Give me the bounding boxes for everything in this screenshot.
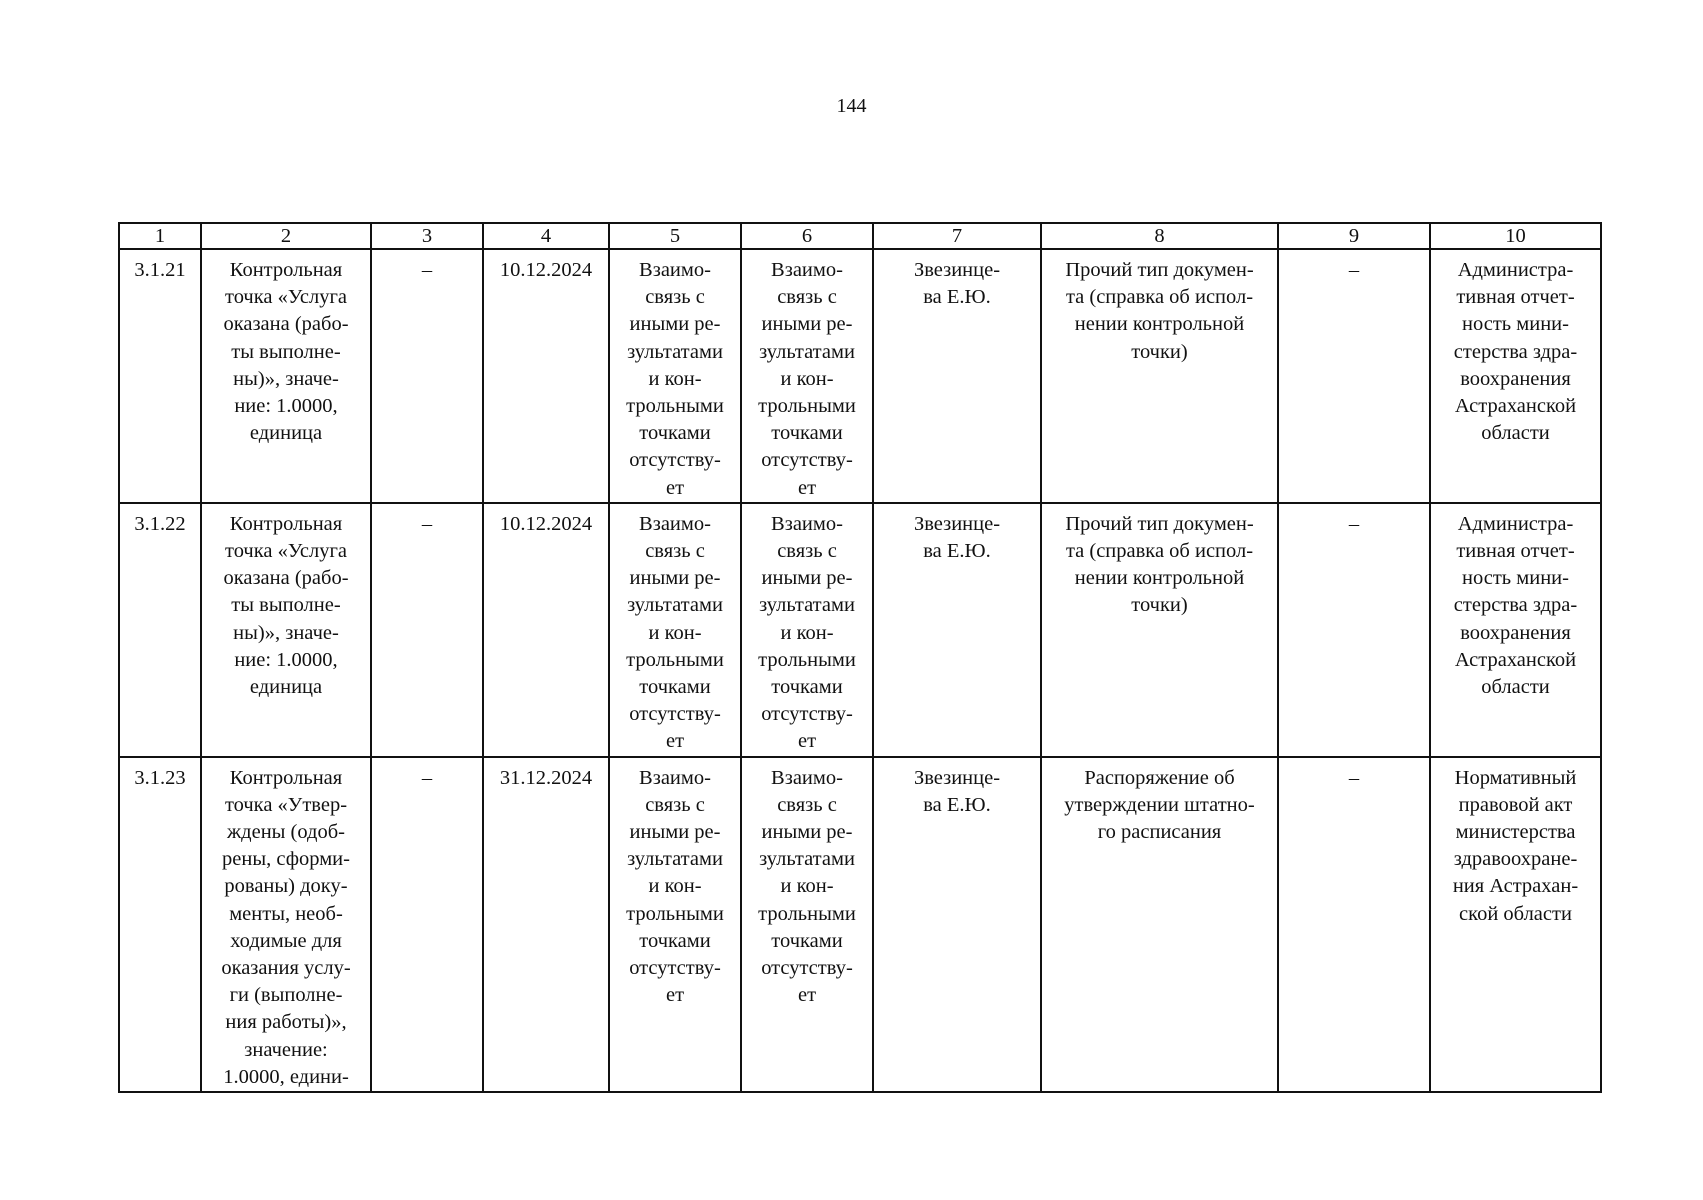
document-type-cell: [1041, 757, 1278, 1092]
col9-value: –: [1348, 512, 1360, 535]
table-row: [119, 503, 1601, 757]
header-cell-3: 3: [371, 223, 483, 249]
date-value: 31.12.2024: [499, 766, 593, 789]
col9-cell: [1278, 503, 1430, 757]
header-cell-9: 9: [1278, 223, 1430, 249]
responsible-cell: [873, 503, 1041, 757]
date-cell: [483, 249, 609, 503]
relation-cell-6: [741, 249, 873, 503]
col9-cell: [1278, 757, 1430, 1092]
relation-text-5: Взаимо- связь с иными ре- зультатами и кон- трольными точками отсутству- ет: [626, 512, 724, 753]
col3-value: –: [421, 259, 433, 281]
row-number-cell: [119, 503, 201, 757]
relation-text-6: Взаимо- связь с иными ре- зультатами и кон- трольными точками отсутству- ет: [758, 766, 856, 1007]
responsible-cell: [873, 757, 1041, 1092]
header-cell-1: 1: [119, 223, 201, 249]
relation-text-5: Взаимо- связь с иными ре- зультатами и кон- трольными точками отсутству- ет: [626, 259, 724, 499]
control-point-name-cell: [201, 503, 371, 757]
header-cell-2: 2: [201, 223, 371, 249]
header-cell-7: 7: [873, 223, 1041, 249]
relation-text-6: Взаимо- связь с иными ре- зультатами и кон- трольными точками отсутству- ет: [758, 259, 856, 499]
control-point-name-cell: [201, 757, 371, 1092]
relation-cell-5: [609, 249, 741, 503]
header-cell-5: 5: [609, 223, 741, 249]
row-number: 3.1.23: [134, 766, 186, 789]
header-cell-8: 8: [1041, 223, 1278, 249]
relation-cell-5: [609, 757, 741, 1092]
col3-cell: [371, 503, 483, 757]
responsible-person: Звезинце- ва Е.Ю.: [913, 766, 1001, 816]
table-row: [119, 249, 1601, 503]
document-type: Распоряжение об утверждении штатно- го расписания: [1064, 766, 1255, 844]
source-cell: [1430, 503, 1601, 757]
information-source: Администра- тивная отчет- ность мини- стерства здра- воохранения Астраханской области: [1453, 259, 1578, 445]
header-cell-10: 10: [1430, 223, 1601, 249]
date-value: 10.12.2024: [499, 512, 593, 535]
responsible-person: Звезинце- ва Е.Ю.: [913, 512, 1001, 563]
information-source: Администра- тивная отчет- ность мини- стерства здра- воохранения Астраханской области: [1453, 512, 1578, 699]
page-number: 144: [836, 95, 867, 117]
source-cell: [1430, 757, 1601, 1092]
header-cell-4: 4: [483, 223, 609, 249]
table-row: [119, 757, 1601, 1092]
document-type: Прочий тип докумен- та (справка об испол- нении контрольной точки): [1065, 259, 1254, 363]
row-number-cell: [119, 757, 201, 1092]
col9-value: –: [1348, 259, 1360, 281]
document-type-cell: [1041, 249, 1278, 503]
col9-value: –: [1348, 766, 1360, 789]
relation-text-5: Взаимо- связь с иными ре- зультатами и кон- трольными точками отсутству- ет: [626, 766, 724, 1007]
responsible-person: Звезинце- ва Е.Ю.: [913, 259, 1001, 309]
table-header-row: [119, 223, 1601, 249]
col3-cell: [371, 757, 483, 1092]
document-type: Прочий тип докумен- та (справка об испол- нении контрольной точки): [1065, 512, 1254, 617]
col9-cell: [1278, 249, 1430, 503]
date-cell: [483, 757, 609, 1092]
control-point-name-cell: [201, 249, 371, 503]
control-points-table: [118, 222, 1602, 1093]
row-number: 3.1.22: [134, 512, 186, 535]
relation-cell-6: [741, 503, 873, 757]
information-source: Нормативный правовой акт министерства здравоохране- ния Астрахан- ской области: [1452, 766, 1579, 925]
col3-value: –: [421, 766, 433, 789]
relation-text-6: Взаимо- связь с иными ре- зультатами и кон- трольными точками отсутству- ет: [758, 512, 856, 753]
control-point-name: Контрольная точка «Утвер- ждены (одоб- рены, сформи- рованы) доку- менты, необ- ходимые для оказания услу- ги (выполне- ния работы)», значение: 1.0000, едини-: [221, 766, 351, 1088]
responsible-cell: [873, 249, 1041, 503]
date-cell: [483, 503, 609, 757]
control-point-name: Контрольная точка «Услуга оказана (рабо- ты выполне- ны)», значе- ние: 1.0000, единица: [223, 512, 349, 699]
relation-cell-5: [609, 503, 741, 757]
relation-cell-6: [741, 757, 873, 1092]
row-number-cell: [119, 249, 201, 503]
source-cell: [1430, 249, 1601, 503]
document-type-cell: [1041, 503, 1278, 757]
col3-value: –: [421, 512, 433, 535]
col3-cell: [371, 249, 483, 503]
header-cell-6: 6: [741, 223, 873, 249]
date-value: 10.12.2024: [499, 259, 593, 281]
control-point-name: Контрольная точка «Услуга оказана (рабо- ты выполне- ны)», значе- ние: 1.0000, единица: [223, 259, 349, 445]
row-number: 3.1.21: [134, 259, 186, 281]
